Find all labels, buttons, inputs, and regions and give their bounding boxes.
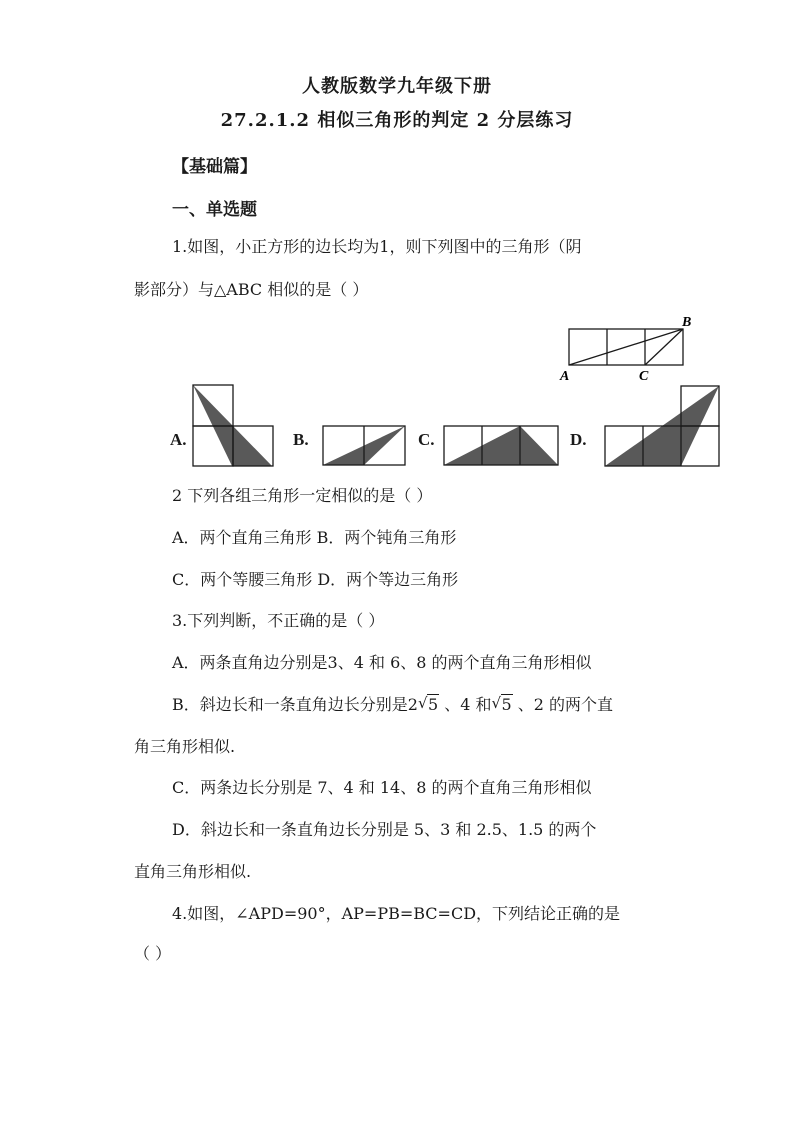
q3-option-b-text-pre: B．斜边长和一条直角边长分别是2 xyxy=(172,695,418,714)
q3-option-b-text-post: 、2 的两个直 xyxy=(512,695,614,714)
q2-options-line1[interactable]: A．两个直角三角形 B．两个钝角三角形 xyxy=(172,528,457,547)
q3-option-c[interactable]: C．两条边长分别是 7、4 和 14、8 的两个直角三角形相似 xyxy=(172,778,592,797)
q3-option-a[interactable]: A．两条直角边分别是3、4 和 6、8 的两个直角三角形相似 xyxy=(172,653,592,672)
q1-stem-line2: 影部分）与△ABC 相似的是（ ） xyxy=(134,280,369,299)
option-c-triangle xyxy=(444,426,558,465)
label-c: C xyxy=(639,369,649,384)
q4-stem-line2: （ ） xyxy=(134,944,172,963)
q2-stem: 2 下列各组三角形一定相似的是（ ） xyxy=(172,486,433,505)
q1-option-b-label[interactable]: B. xyxy=(293,430,309,449)
q1-option-c-figure[interactable] xyxy=(442,424,560,468)
document-title: 人教版数学九年级下册 xyxy=(302,76,492,97)
q3-option-b[interactable] xyxy=(172,695,613,715)
q1-option-a-label[interactable]: A. xyxy=(170,430,187,449)
segment-ab xyxy=(569,329,683,365)
q1-option-d-label[interactable]: D. xyxy=(570,430,587,449)
q3-option-d-continued: 直角三角形相似. xyxy=(134,862,252,881)
q1-stem-line1: 1.如图，小正方形的边长均为1，则下列图中的三角形（阴 xyxy=(172,237,582,256)
q1-reference-figure xyxy=(560,312,700,384)
label-a: A xyxy=(560,369,570,384)
sqrt-symbol: √ 5 xyxy=(491,694,512,714)
q1-option-c-label[interactable]: C. xyxy=(418,430,435,449)
q3-stem: 3.下列判断，不正确的是（ ） xyxy=(172,611,385,630)
section-part: 一、单选题 xyxy=(172,200,257,220)
q1-option-a-figure[interactable] xyxy=(192,384,276,468)
q3-option-d[interactable]: D．斜边长和一条直角边长分别是 5、3 和 2.5、1.5 的两个 xyxy=(172,820,597,839)
q3-option-b-text-mid: 、4 和 xyxy=(439,695,492,714)
q1-option-b-figure[interactable] xyxy=(321,424,407,468)
lesson-subtitle: 27.2.1.2 相似三角形的判定 2 分层练习 xyxy=(220,110,574,131)
q3-option-b-continued: 角三角形相似. xyxy=(134,737,236,756)
section-level: 【基础篇】 xyxy=(172,157,257,177)
radicand-1: 5 xyxy=(427,695,439,714)
q2-options-line2[interactable]: C．两个等腰三角形 D．两个等边三角形 xyxy=(172,570,459,589)
radicand-2: 5 xyxy=(501,695,512,714)
sqrt-symbol: √ 5 xyxy=(417,694,439,714)
q1-option-d-figure[interactable] xyxy=(603,384,721,468)
label-b: B xyxy=(682,315,692,330)
q4-stem-line1: 4.如图，∠APD=90°，AP=PB=BC=CD，下列结论正确的是 xyxy=(172,904,621,923)
